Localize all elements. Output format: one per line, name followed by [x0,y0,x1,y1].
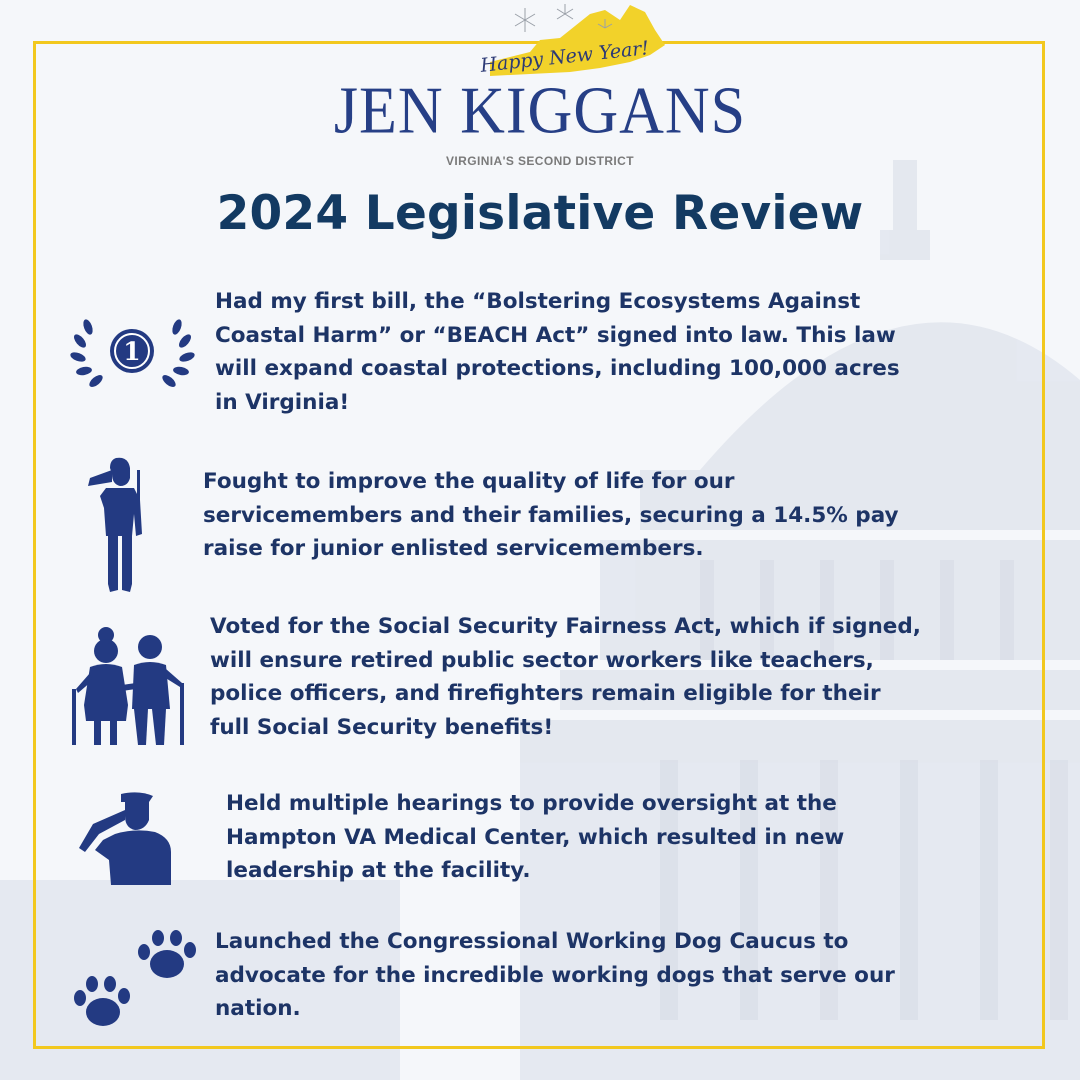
saluting-soldier-icon [82,452,152,594]
paw-prints-icon [70,928,200,1036]
elderly-couple-icon [66,625,194,747]
item-line: in Virginia! [215,389,350,415]
item-line: Fought to improve the quality of life for our [203,469,735,494]
candidate-name: JEN KIGGANS [333,74,747,148]
item-line: will ensure retired public sector workers like teachers, [210,647,874,673]
item-text [226,787,844,888]
item-line: servicemembers and their families, securing a 14.5% pay [203,502,899,528]
item-line: Had my first bill, the “Bolstering Ecosystems Against [215,289,861,314]
item-text [210,610,921,744]
first-place-laurel-icon [70,313,195,393]
item-line: leadership at the facility. [226,858,531,883]
saluting-veteran-icon [75,790,200,885]
item-line: advocate for the incredible working dogs that serve our [215,962,895,988]
item-text [215,925,895,1026]
item-line: Coastal Harm” or “BEACH Act” signed into law. This law [215,322,896,348]
item-text [215,285,900,419]
header [0,0,1080,250]
item-line: police officers, and firefighters remain eligible for their [210,681,881,706]
item-text [203,465,899,566]
item-line: full Social Security benefits! [210,714,554,740]
item-line: raise for junior enlisted servicemembers. [203,536,704,561]
item-line: Held multiple hearings to provide oversight at the [226,791,837,816]
item-line: Launched the Congressional Working Dog Caucus to [215,929,849,954]
svg-text:1: 1 [123,337,141,366]
page-title: 2024 Legislative Review [216,186,864,241]
item-line: Voted for the Social Security Fairness Act, which if signed, [210,614,921,639]
greeting-text: Happy New Year! [479,37,651,77]
item-line: nation. [215,996,301,1021]
item-line: Hampton VA Medical Center, which resulted in new [226,824,845,850]
item-line: will expand coastal protections, including 100,000 acres [215,356,900,381]
district-label: VIRGINIA'S SECOND DISTRICT [446,154,634,168]
